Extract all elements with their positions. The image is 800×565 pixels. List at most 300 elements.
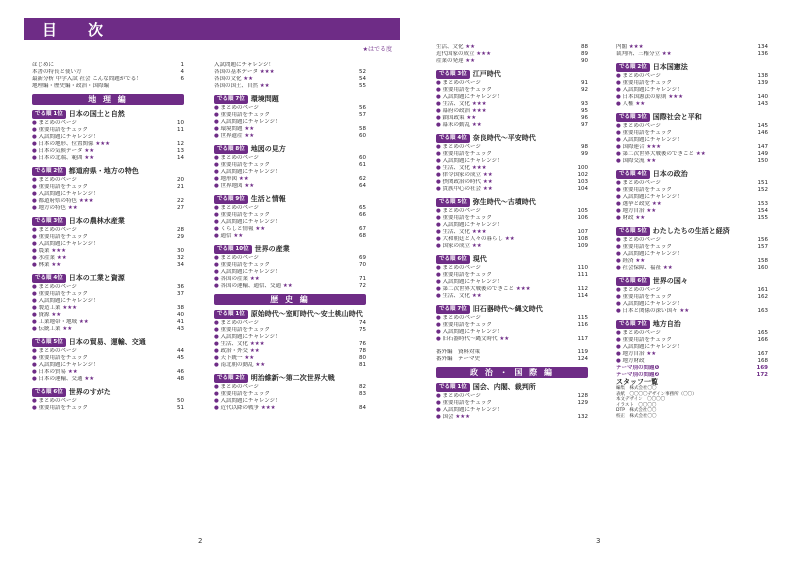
toc-entry — [32, 326, 184, 333]
bullet-icon: ● — [214, 183, 219, 189]
toc-entry — [32, 255, 184, 262]
toc-entry-text: ● 政治・外交 ★★ — [214, 348, 260, 354]
star-rating-icon: ★★ — [662, 265, 673, 271]
toc-entry — [616, 237, 768, 244]
bullet-icon: ● — [436, 236, 441, 242]
star-rating-icon: ★★ — [646, 158, 657, 164]
rank-badge: でる順 1位 — [436, 383, 470, 392]
toc-entry — [436, 51, 588, 58]
toc-entry-page: 91 — [581, 80, 588, 86]
toc-entry-page: 111 — [577, 272, 588, 278]
star-rating-icon: ★★ — [244, 355, 255, 361]
toc-entry-text: ● 入試問題にチャレンジ！ — [214, 169, 281, 175]
unit-title: 国会、内閣、裁判所 — [472, 383, 536, 391]
toc-entry-page: 114 — [577, 293, 588, 299]
toc-entry-text: ● まとめのページ — [32, 120, 77, 126]
toc-entry-page: 150 — [757, 158, 768, 164]
unit-title: 生活と情報 — [250, 195, 286, 203]
toc-entry-text: 産業の発達 ★★ — [436, 58, 476, 64]
toc-entry — [616, 330, 768, 337]
toc-entry-text: 番外編 資料対策 — [436, 349, 481, 355]
star-rating-icon: ★★★ — [668, 94, 684, 100]
toc-entry-text: ● まとめのページ — [436, 265, 481, 271]
rank-badge: でる順 6位 — [436, 255, 470, 264]
unit-title: 日本の工業と資源 — [68, 274, 125, 282]
unit-heading — [214, 194, 366, 205]
toc-entry — [436, 279, 588, 286]
toc-entry — [32, 262, 184, 269]
bullet-icon: ● — [436, 115, 441, 121]
toc-entry — [32, 177, 184, 184]
bullet-icon: ● — [214, 226, 219, 232]
unit-heading — [32, 337, 184, 348]
star-rating-icon: ★★ — [499, 336, 510, 342]
toc-entry-page: 1 — [180, 62, 184, 68]
toc-entry-text: ● まとめのページ — [32, 284, 77, 290]
toc-entry-text: ● 重要用語をチェック — [32, 405, 88, 411]
toc-entry — [436, 58, 588, 65]
toc-entry — [214, 320, 366, 327]
toc-entry — [214, 176, 366, 183]
star-rating-icon: ★★★ — [471, 229, 487, 235]
star-rating-icon: ★★ — [695, 151, 706, 157]
toc-entry-page: 65 — [359, 205, 366, 211]
star-rating-icon: ★★★ — [455, 414, 471, 420]
rank-badge: でる順 2位 — [616, 63, 650, 72]
toc-entry-text: ● 入試問題にチャレンジ！ — [214, 219, 281, 225]
toc-entry-text: ● 経済 ★★ — [616, 258, 646, 264]
toc-entry — [436, 356, 588, 363]
bullet-icon: ● — [616, 87, 621, 93]
toc-entry — [616, 87, 768, 94]
toc-entry — [616, 244, 768, 251]
toc-entry — [214, 405, 366, 412]
bullet-icon: ● — [214, 348, 219, 354]
star-rating-icon: ★★ — [244, 183, 255, 189]
toc-entry-page: 27 — [177, 205, 184, 211]
bullet-icon: ● — [214, 320, 219, 326]
toc-entry-text: ● 農業 ★★★ — [32, 248, 67, 254]
toc-entry-text: ● 地方の特色 ★★ — [32, 205, 78, 211]
toc-entry — [616, 265, 768, 272]
toc-entry — [214, 384, 366, 391]
toc-entry — [214, 391, 366, 398]
toc-entry — [32, 398, 184, 405]
toc-entry — [32, 234, 184, 241]
toc-entry-page: 108 — [577, 236, 588, 242]
toc-entry-page: 106 — [577, 215, 588, 221]
star-rating-icon: ★★ — [238, 176, 249, 182]
toc-entry-text: ● 重要用語をチェック — [436, 151, 492, 157]
toc-entry-page: 41 — [177, 319, 184, 325]
toc-entry-text: ● まとめのページ — [436, 80, 481, 86]
toc-entry — [32, 298, 184, 305]
toc-entry — [436, 407, 588, 414]
bullet-icon: ● — [616, 151, 621, 157]
bullet-icon: ● — [616, 215, 621, 221]
toc-entry-text: ● まとめのページ — [616, 330, 661, 336]
bullet-icon: ● — [32, 284, 37, 290]
unit-heading — [616, 112, 768, 123]
toc-entry-text: ● 水産業 ★★ — [32, 255, 67, 261]
toc-entry-text: ● 入試問題にチャレンジ！ — [616, 251, 683, 257]
toc-entry-page — [586, 279, 588, 286]
bullet-icon: ● — [436, 208, 441, 214]
toc-entry — [616, 80, 768, 87]
toc-entry-page: 69 — [359, 255, 366, 261]
bullet-icon: ● — [616, 237, 621, 243]
toc-entry — [214, 76, 366, 83]
unit-title: 都道府県・地方の特色 — [68, 167, 139, 175]
unit-heading — [32, 273, 184, 284]
toc-entry — [214, 119, 366, 126]
toc-entry-text: ● まとめのページ — [616, 73, 661, 79]
toc-entry — [214, 126, 366, 133]
toc-entry — [214, 327, 366, 334]
toc-entry-page — [766, 251, 768, 258]
toc-entry-page: 104 — [577, 186, 588, 192]
toc-entry-page: 72 — [359, 283, 366, 289]
toc-entry-page: 103 — [577, 179, 588, 185]
toc-entry-page: 92 — [581, 87, 588, 93]
star-rating-icon: ★★ — [84, 155, 95, 161]
rank-badge: でる順 3位 — [32, 217, 66, 226]
bullet-icon: ● — [616, 208, 621, 214]
toc-entry-page — [182, 83, 184, 90]
star-rating-icon: ★★★ — [471, 108, 487, 114]
toc-entry — [616, 308, 768, 315]
bullet-icon: ● — [436, 315, 441, 321]
staff-title: スタッフ一覧 — [616, 378, 658, 386]
toc-entry — [32, 305, 184, 312]
staff-line: 表紙 〇〇〇〇デザイン事務所（〇〇） — [616, 391, 697, 397]
toc-entry — [616, 337, 768, 344]
bullet-icon: ● — [436, 336, 441, 342]
toc-entry-page: 154 — [757, 208, 768, 214]
rank-badge: でる順 6位 — [32, 388, 66, 397]
toc-entry-text: ● 入試問題にチャレンジ！ — [436, 94, 503, 100]
toc-entry-text: テーマ別の問題❷ — [616, 372, 660, 378]
toc-entry — [32, 205, 184, 212]
toc-entry-page: 145 — [757, 123, 768, 129]
toc-entry-text: ● 重要用語をチェック — [616, 244, 672, 250]
toc-entry — [32, 362, 184, 369]
star-rating-icon: ★★ — [243, 76, 254, 82]
toc-entry — [214, 69, 366, 76]
toc-entry-text: ● 重要用語をチェック — [214, 212, 270, 218]
star-rating-icon: ★★ — [249, 348, 260, 354]
toc-entry-page: 116 — [577, 322, 588, 328]
toc-entry-page: 75 — [359, 327, 366, 333]
bullet-icon: ● — [436, 87, 441, 93]
toc-entry — [436, 236, 588, 243]
toc-entry — [32, 312, 184, 319]
toc-entry-page: 138 — [757, 73, 768, 79]
toc-entry-page: 32 — [177, 255, 184, 261]
toc-entry-page: 52 — [359, 69, 366, 75]
unit-title: 原始時代〜室町時代〜安土桃山時代 — [250, 310, 363, 318]
toc-entry — [616, 215, 768, 222]
toc-entry-page: 128 — [577, 393, 588, 399]
bullet-icon: ● — [436, 329, 441, 335]
bullet-icon: ● — [214, 155, 219, 161]
toc-entry-page: 165 — [757, 330, 768, 336]
star-rating-icon: ★★ — [78, 319, 89, 325]
toc-entry-page: 100 — [577, 165, 588, 171]
bullet-icon: ● — [214, 355, 219, 361]
bullet-icon: ● — [214, 133, 219, 139]
toc-entry-page: 109 — [577, 243, 588, 249]
rank-badge: でる順 10位 — [214, 245, 252, 254]
unit-title: 世界の産業 — [254, 245, 290, 253]
bullet-icon: ● — [616, 94, 621, 100]
bullet-icon: ● — [214, 269, 219, 275]
toc-entry-page: 160 — [757, 265, 768, 271]
star-rating-icon: ★★ — [679, 308, 690, 314]
toc-entry-text: ● 入試問題にチャレンジ！ — [436, 329, 503, 335]
bullet-icon: ● — [32, 255, 37, 261]
toc-entry — [32, 155, 184, 162]
toc-entry-text: 地理編・歴史編・政治・国際編 — [32, 83, 110, 89]
bullet-icon: ● — [616, 301, 621, 307]
toc-entry-page: 14 — [177, 155, 184, 161]
toc-entry — [436, 151, 588, 158]
left-column-2 — [214, 62, 366, 412]
star-rating-icon: ★★ — [67, 369, 78, 375]
unit-title: 地図の見方 — [250, 145, 286, 153]
unit-title: 江戸時代 — [472, 70, 501, 78]
toc-entry-page: 34 — [177, 262, 184, 268]
bullet-icon: ● — [616, 308, 621, 314]
toc-entry-page: 66 — [359, 212, 366, 218]
toc-entry-text: ● 入試問題にチャレンジ！ — [616, 301, 683, 307]
toc-entry-page: 119 — [577, 349, 588, 355]
toc-entry-text: ● 各国の運輸、通信、交通 ★★ — [214, 283, 293, 289]
toc-entry-page: 105 — [577, 208, 588, 214]
toc-entry-page: 21 — [177, 184, 184, 190]
unit-title: 国際社会と平和 — [652, 113, 702, 121]
toc-entry-text: ● 人権 ★★ — [616, 101, 646, 107]
bullet-icon: ● — [616, 144, 621, 150]
toc-entry-text: ● 生活、文化 ★★★ — [436, 165, 487, 171]
toc-entry-page: 98 — [581, 144, 588, 150]
star-rating-icon: ★★ — [646, 351, 657, 357]
toc-entry — [616, 144, 768, 151]
bullet-icon: ● — [436, 286, 441, 292]
bullet-icon: ● — [436, 151, 441, 157]
toc-entry — [32, 376, 184, 383]
toc-entry — [436, 144, 588, 151]
unit-heading — [214, 144, 366, 155]
toc-entry — [436, 215, 588, 222]
star-rating-icon: ★★ — [471, 243, 482, 249]
bullet-icon: ● — [436, 108, 441, 114]
toc-entry-text: ● 天下統一 ★★ — [214, 355, 255, 361]
toc-entry-page: 112 — [577, 286, 588, 292]
bullet-icon: ● — [616, 80, 621, 86]
toc-entry-page: 55 — [359, 83, 366, 89]
frequency-note: ★はでる度 — [362, 46, 392, 53]
bullet-icon: ● — [32, 305, 37, 311]
toc-entry — [436, 87, 588, 94]
toc-entry-page: 168 — [757, 358, 768, 364]
page-number-left: 2 — [198, 537, 203, 545]
toc-entry-text: 本書の特長と使い方 — [32, 69, 82, 75]
toc-entry — [436, 243, 588, 250]
star-rating-icon: ★★★ — [249, 341, 265, 347]
toc-entry-text: 各国の国土、自然 ★★ — [214, 83, 270, 89]
bullet-icon: ● — [32, 319, 37, 325]
toc-entry-text: ● 入試問題にチャレンジ！ — [436, 222, 503, 228]
toc-entry-page — [364, 62, 366, 69]
rank-badge: でる順 3位 — [436, 70, 470, 79]
toc-entry-page: 11 — [177, 127, 184, 133]
toc-entry — [32, 120, 184, 127]
toc-entry-text: ● 重要用語をチェック — [616, 80, 672, 86]
toc-entry-text: ● まとめのページ — [32, 177, 77, 183]
bullet-icon: ● — [214, 205, 219, 211]
star-rating-icon: ★★ — [51, 312, 62, 318]
bullet-icon: ● — [214, 112, 219, 118]
toc-entry-page: 36 — [177, 284, 184, 290]
star-rating-icon: ★★ — [67, 205, 78, 211]
star-rating-icon: ★★ — [504, 236, 515, 242]
unit-heading — [616, 226, 768, 237]
toc-entry — [436, 94, 588, 101]
toc-entry-text: 各国の文化 ★★ — [214, 76, 254, 82]
unit-title: 世界の国々 — [652, 277, 688, 285]
bullet-icon: ● — [616, 130, 621, 136]
bullet-icon: ● — [214, 334, 219, 340]
toc-entry — [214, 162, 366, 169]
toc-entry-page — [766, 194, 768, 201]
toc-entry-page: 6 — [180, 76, 184, 82]
unit-heading — [436, 382, 588, 393]
toc-entry-text: ● 日本の貿易 ★★ — [32, 369, 78, 375]
toc-entry — [32, 291, 184, 298]
toc-entry-text: ● 重要用語をチェック — [32, 355, 88, 361]
toc-entry — [616, 358, 768, 365]
toc-entry — [214, 262, 366, 269]
bullet-icon: ● — [616, 265, 621, 271]
toc-entry-page: 38 — [177, 305, 184, 311]
bullet-icon: ● — [32, 348, 37, 354]
toc-entry — [436, 165, 588, 172]
bullet-icon: ● — [214, 262, 219, 268]
toc-entry-text: ● 製造工業 ★★★ — [32, 305, 78, 311]
toc-entry — [214, 219, 366, 226]
toc-entry-page: 152 — [757, 187, 768, 193]
star-rating-icon: ★★ — [465, 44, 476, 50]
toc-entry-text: ● まとめのページ — [436, 393, 481, 399]
toc-entry — [214, 105, 366, 112]
toc-entry-page: 146 — [757, 130, 768, 136]
bullet-icon: ● — [616, 294, 621, 300]
star-rating-icon: ★★★ — [51, 248, 67, 254]
toc-entry-text: ● 重要用語をチェック — [214, 162, 270, 168]
unit-heading — [436, 254, 588, 265]
bullet-icon: ● — [32, 205, 37, 211]
unit-heading — [214, 244, 366, 255]
bullet-icon: ● — [436, 414, 441, 420]
rank-badge: でる順 7位 — [616, 320, 650, 329]
toc-entry-text: ● まとめのページ — [616, 123, 661, 129]
bullet-icon: ● — [616, 258, 621, 264]
toc-entry-page — [766, 137, 768, 144]
toc-entry-page: 156 — [757, 237, 768, 243]
unit-heading — [32, 216, 184, 227]
unit-heading — [436, 304, 588, 315]
bullet-icon: ● — [436, 243, 441, 249]
toc-entry-text: ● 幕府の政治 ★★★ — [436, 108, 487, 114]
toc-entry-text: ● 入試問題にチャレンジ！ — [214, 398, 281, 404]
toc-entry-text: ● 入試問題にチャレンジ！ — [214, 334, 281, 340]
bullet-icon: ● — [616, 337, 621, 343]
toc-entry-page — [586, 329, 588, 336]
unit-title: 明治維新〜第二次世界大戦 — [250, 374, 335, 382]
star-rating-icon: ★★ — [249, 276, 260, 282]
toc-entry — [436, 393, 588, 400]
unit-title: 旧石器時代〜縄文時代 — [472, 305, 543, 313]
unit-title: 日本の政治 — [652, 170, 688, 178]
toc-entry — [436, 286, 588, 293]
toc-entry-text: ● 日本国憲法の原則 ★★★ — [616, 94, 684, 100]
toc-entry-text: ● 世界地図 ★★ — [214, 183, 255, 189]
bullet-icon: ● — [616, 101, 621, 107]
toc-entry-page: 78 — [359, 348, 366, 354]
toc-entry-text: ● 地方自治 ★★ — [616, 208, 657, 214]
toc-entry-text: ● 律令国家の成立 ★★ — [436, 172, 493, 178]
bullet-icon: ● — [616, 73, 621, 79]
star-rating-icon: ★★★ — [259, 69, 275, 75]
bullet-icon: ● — [616, 330, 621, 336]
bullet-icon: ● — [214, 384, 219, 390]
toc-entry — [214, 362, 366, 369]
star-rating-icon: ★★ — [465, 58, 476, 64]
toc-entry-text: ● まとめのページ — [616, 180, 661, 186]
bullet-icon: ● — [32, 184, 37, 190]
toc-entry-text: ● くらしと情報 ★★ — [214, 226, 266, 232]
unit-title: 現代 — [472, 255, 487, 263]
toc-entry-page: 134 — [757, 44, 768, 50]
unit-title: 奈良時代〜平安時代 — [472, 134, 536, 142]
toc-entry — [616, 258, 768, 265]
bullet-icon: ● — [616, 244, 621, 250]
toc-entry — [616, 158, 768, 165]
staff-line: 本文デザイン 〇〇〇〇 — [616, 397, 666, 402]
toc-entry-text: ● 重要用語をチェック — [616, 337, 672, 343]
rank-badge: でる順 8位 — [214, 145, 248, 154]
bullet-icon: ● — [214, 169, 219, 175]
toc-entry-text: ● 都道府県の特色 ★★★ — [32, 198, 94, 204]
toc-entry-text: ● 重要用語をチェック — [32, 184, 88, 190]
bullet-icon: ● — [436, 279, 441, 285]
toc-entry-page: 60 — [359, 155, 366, 161]
bullet-icon: ● — [32, 141, 37, 147]
toc-entry-page: 50 — [177, 398, 184, 404]
bullet-icon: ● — [214, 405, 219, 411]
toc-entry — [436, 115, 588, 122]
bullet-icon: ● — [436, 322, 441, 328]
toc-entry-text: ● 生活、文化 ★★★ — [436, 229, 487, 235]
toc-entry-text: ● まとめのページ — [214, 320, 259, 326]
toc-entry — [436, 322, 588, 329]
toc-entry — [32, 227, 184, 234]
bullet-icon: ● — [32, 355, 37, 361]
toc-entry-page: 62 — [359, 176, 366, 182]
rank-badge: でる順 3位 — [616, 113, 650, 122]
toc-entry-text: ● 重要用語をチェック — [616, 130, 672, 136]
